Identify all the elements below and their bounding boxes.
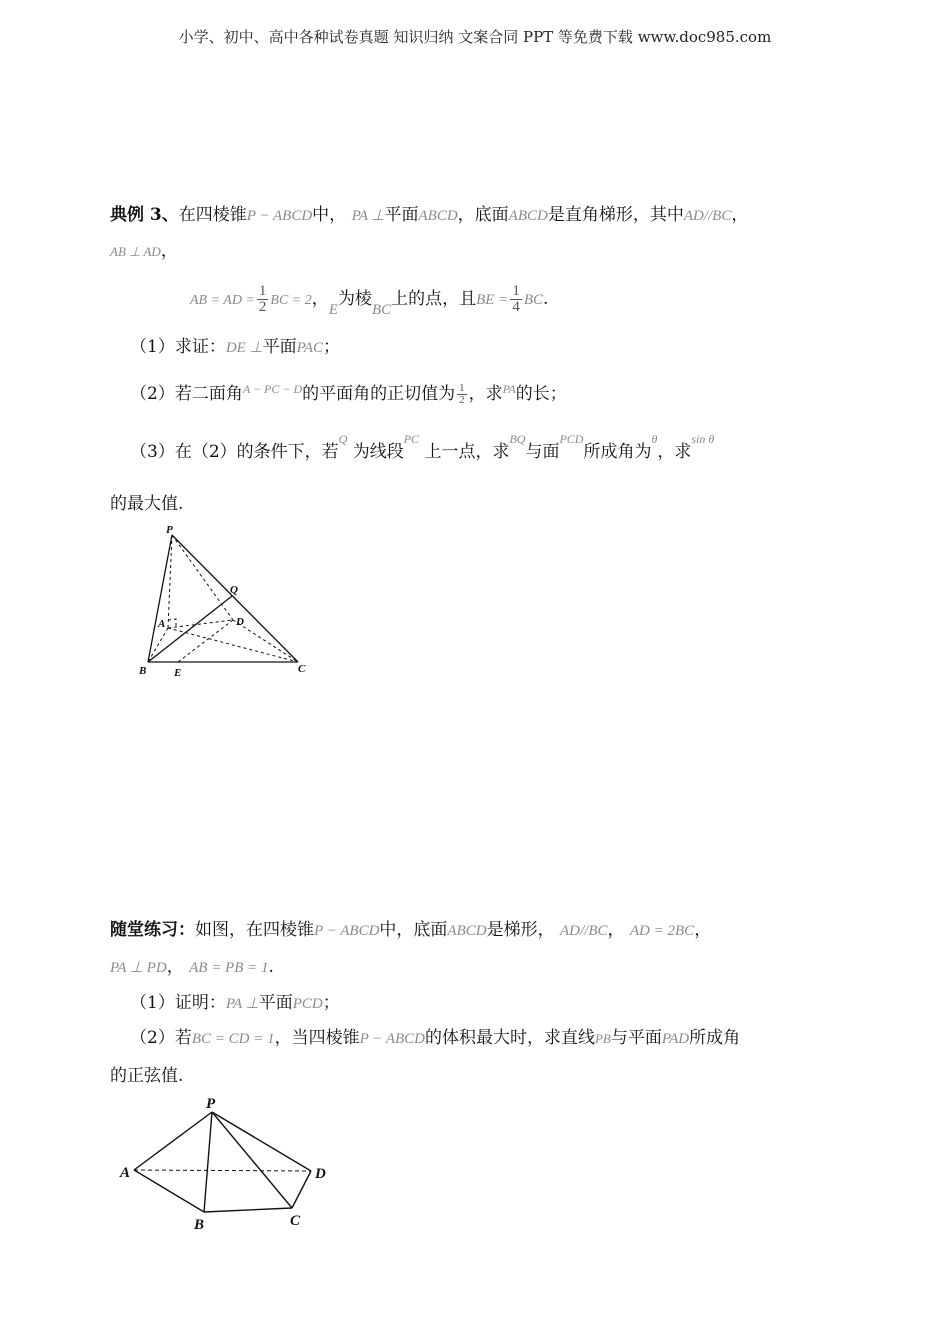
text: （1）证明：	[130, 993, 226, 1013]
math: PA	[502, 382, 516, 396]
example3-question3-continued: 的最大值.	[110, 494, 184, 514]
math: AB = PB = 1	[189, 960, 269, 976]
fraction-half: $\frac{1}{2}$	[459, 382, 465, 406]
text: ，当四棱锥	[274, 1028, 360, 1048]
segment-AC	[168, 628, 298, 662]
practice-question1	[130, 992, 340, 1015]
math: PCD	[292, 996, 323, 1012]
text: ，求	[468, 384, 503, 404]
practice-label: 随堂练习：	[110, 920, 195, 940]
pyramid-figure-1	[130, 520, 330, 685]
text: 是直角梯形，其中	[547, 205, 684, 225]
text: 所成角	[689, 1028, 741, 1048]
text: .	[268, 957, 274, 977]
math: AB ⊥ AD	[110, 244, 161, 259]
text: ，求	[657, 442, 692, 462]
math: PC	[403, 432, 420, 446]
math: BC = CD = 1	[191, 1031, 275, 1047]
math: BE =	[476, 292, 509, 308]
fraction-half: $\frac{1}{2}$	[258, 283, 267, 315]
text: ，	[607, 920, 625, 940]
math: AD//BC	[559, 923, 608, 939]
math: BC	[371, 302, 392, 318]
text: ，	[166, 957, 184, 977]
label-B: B	[194, 1217, 205, 1233]
edge-CD	[292, 1171, 311, 1208]
label-D: D	[236, 616, 244, 628]
math: ABCD	[447, 923, 487, 939]
text: ；	[323, 337, 341, 357]
text: 与平面	[610, 1028, 662, 1048]
text: 平面	[384, 205, 419, 225]
text: .	[542, 289, 549, 309]
text: 上一点，求	[424, 442, 510, 462]
edge-PB	[148, 535, 172, 662]
practice-question2-continued: 的正弦值.	[110, 1066, 184, 1086]
text: 所成角为	[583, 442, 652, 462]
pyramid-figure-2	[115, 1090, 340, 1235]
math: sin θ	[691, 432, 715, 446]
page-header: 小学、初中、高中各种试卷真题 知识归纳 文案合同 PPT 等免费下载 www.doc985.com	[178, 28, 772, 46]
label-A: A	[158, 618, 166, 630]
edge-PD	[172, 535, 233, 620]
text: ；	[322, 993, 340, 1013]
text: （1）求证：	[130, 337, 226, 357]
math: θ	[651, 432, 658, 446]
example3-line1	[110, 204, 748, 227]
text: ，	[160, 241, 178, 261]
math: Q	[338, 432, 348, 446]
text: （2）若	[130, 1028, 192, 1048]
math: BC = 2	[270, 293, 312, 308]
text: 是梯形，	[486, 920, 555, 940]
math: E	[328, 302, 338, 318]
math: PCD	[559, 432, 584, 446]
math: ABCD	[508, 208, 548, 224]
math: P − ABCD	[246, 208, 313, 224]
text: ，	[731, 205, 749, 225]
text: 与面	[525, 442, 560, 462]
text: 为线段	[352, 442, 404, 462]
text: ，	[694, 920, 712, 940]
math: AB = AD =	[190, 293, 255, 308]
text: （3）在（2）的条件下，若	[130, 442, 339, 462]
text: 为棱	[337, 289, 372, 309]
edge-PA	[134, 1112, 212, 1170]
math: BQ	[509, 432, 526, 446]
math: DE ⊥	[225, 340, 263, 356]
text: ，	[311, 289, 329, 309]
math: PB	[594, 1031, 611, 1046]
label-P: P	[166, 524, 173, 536]
label-D: D	[315, 1166, 326, 1182]
math: ABCD	[418, 208, 458, 224]
edge-PC	[212, 1112, 292, 1208]
math: PAC	[296, 340, 324, 356]
practice-line1	[110, 919, 711, 942]
right-angle-mark	[168, 619, 176, 627]
text: ，底面	[457, 205, 509, 225]
edge-PC	[172, 535, 298, 662]
text: 中，	[312, 205, 347, 225]
math: P − ABCD	[359, 1031, 425, 1047]
example3-label: 典例 3、	[110, 205, 179, 225]
text: 的平面角的正切值为	[302, 384, 456, 404]
fraction-quarter: $\frac{1}{4}$	[512, 283, 520, 315]
text: 的体积最大时，求直线	[424, 1028, 595, 1048]
label-A: A	[120, 1165, 131, 1181]
math: PA ⊥	[225, 996, 259, 1012]
practice-question2	[130, 1027, 740, 1050]
text: 平面	[258, 993, 293, 1013]
label-Q: Q	[230, 584, 238, 596]
edge-BC	[204, 1208, 292, 1212]
example3-question2	[130, 383, 567, 406]
label-C: C	[290, 1213, 301, 1229]
text: 的长；	[515, 384, 567, 404]
text: 如图，在四棱锥	[195, 920, 314, 940]
example3-question1	[130, 336, 340, 359]
text: 上的点，且	[391, 289, 477, 309]
math: PA ⊥	[351, 208, 385, 224]
edge-AD	[134, 1170, 311, 1171]
edge-AB	[134, 1170, 204, 1212]
math: AD//BC	[683, 208, 732, 224]
math: P − ABCD	[314, 923, 380, 939]
label-E: E	[174, 667, 182, 679]
text: 平面	[262, 337, 297, 357]
edge-PB	[204, 1112, 212, 1212]
math: PA ⊥ PD	[110, 960, 167, 976]
math: A − PC − D	[242, 382, 303, 396]
math: AD = 2BC	[629, 923, 695, 939]
text: 中，底面	[379, 920, 448, 940]
label-B: B	[139, 665, 147, 677]
edge-PD	[212, 1112, 311, 1171]
label-C: C	[298, 663, 306, 675]
example3-line2	[110, 240, 178, 263]
text: 在四棱锥	[178, 205, 247, 225]
practice-line2	[110, 956, 274, 979]
segment-DE	[178, 620, 233, 662]
example3-line3	[190, 283, 549, 318]
math: BC	[523, 292, 543, 308]
math: PAD	[661, 1031, 690, 1047]
text: （2）若二面角	[130, 384, 243, 404]
label-P: P	[206, 1096, 216, 1112]
